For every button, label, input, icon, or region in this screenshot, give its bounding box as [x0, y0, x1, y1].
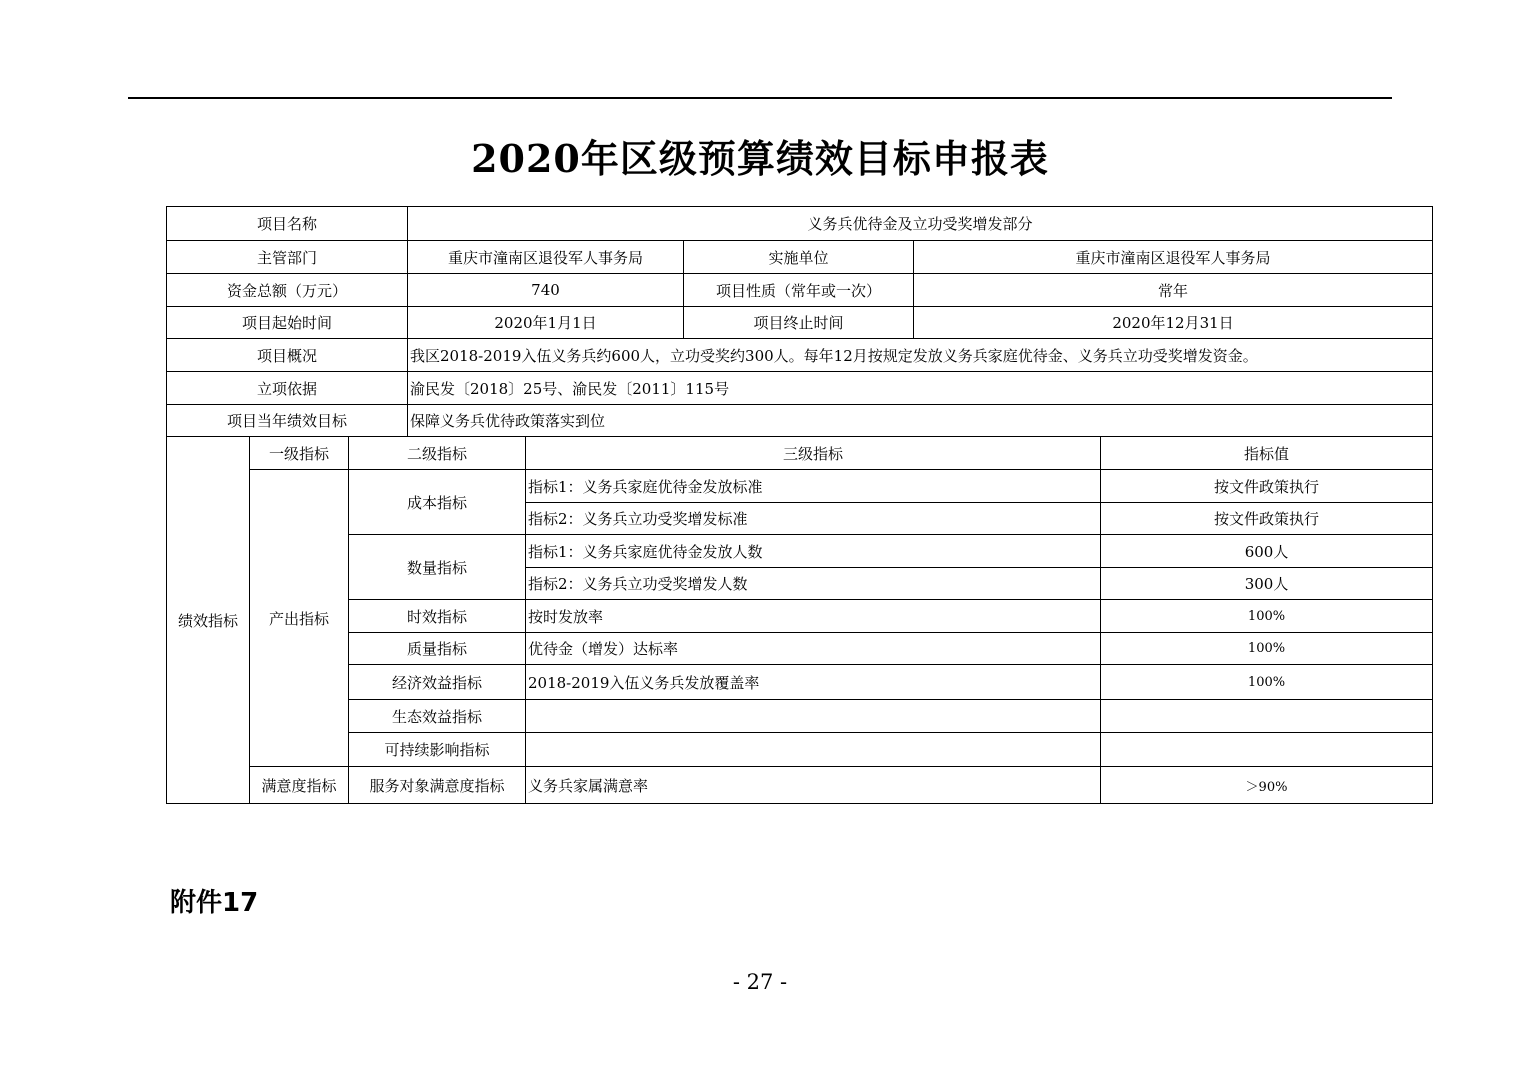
timeliness-indicator-label: 时效指标	[349, 600, 526, 633]
row-fund	[167, 274, 1433, 307]
indicator-row	[167, 733, 1433, 767]
fund-value: 740	[408, 274, 684, 307]
third-level-indicator: 按时发放率	[526, 600, 1101, 633]
fund-label: 资金总额（万元）	[167, 274, 408, 307]
goal-value: 保障义务兵优待政策落实到位	[408, 405, 1433, 437]
page-number: - 27 -	[732, 970, 788, 994]
quality-indicator-label: 质量指标	[349, 633, 526, 665]
impl-label: 实施单位	[684, 241, 914, 274]
project-name-value: 义务兵优待金及立功受奖增发部分	[408, 207, 1433, 241]
third-level-indicator: 指标2：义务兵立功受奖增发标准	[526, 503, 1101, 535]
output-indicator-label: 产出指标	[250, 470, 349, 767]
end-label: 项目终止时间	[684, 307, 914, 339]
third-level-indicator: 指标1：义务兵家庭优待金发放标准	[526, 470, 1101, 503]
attachment-label: 附件17	[170, 888, 259, 918]
nature-value: 常年	[914, 274, 1433, 307]
indicator-row	[167, 470, 1433, 503]
third-level-indicator: 指标2：义务兵立功受奖增发人数	[526, 568, 1101, 600]
sustainability-indicator-label: 可持续影响指标	[349, 733, 526, 767]
third-level-indicator	[526, 700, 1101, 733]
row-department	[167, 241, 1433, 274]
indicator-value: 按文件政策执行	[1101, 470, 1433, 503]
header-level-1: 一级指标	[250, 437, 349, 470]
header-value: 指标值	[1101, 437, 1433, 470]
performance-indicators-label: 绩效指标	[167, 437, 250, 804]
service-satisfaction-label: 服务对象满意度指标	[349, 767, 526, 804]
impl-value: 重庆市潼南区退役军人事务局	[914, 241, 1433, 274]
indicator-row	[167, 633, 1433, 665]
economic-indicator-label: 经济效益指标	[349, 665, 526, 700]
overview-value: 我区2018-2019入伍义务兵约600人，立功受奖约300人。每年12月按规定发放义务兵家庭优待金、义务兵立功受奖增发资金。	[408, 339, 1433, 372]
end-value: 2020年12月31日	[914, 307, 1433, 339]
indicator-value: 300人	[1101, 568, 1433, 600]
indicator-value: 600人	[1101, 535, 1433, 568]
basis-value: 渝民发〔2018〕25号、渝民发〔2011〕115号	[408, 372, 1433, 405]
indicator-header-row	[167, 437, 1433, 470]
indicator-value: 100%	[1101, 600, 1433, 633]
third-level-indicator: 优待金（增发）达标率	[526, 633, 1101, 665]
third-level-indicator	[526, 733, 1101, 767]
row-dates	[167, 307, 1433, 339]
third-level-indicator: 义务兵家属满意率	[526, 767, 1101, 804]
quantity-indicator-label: 数量指标	[349, 535, 526, 600]
indicator-value: ＞90%	[1101, 767, 1433, 804]
satisfaction-indicator-label: 满意度指标	[250, 767, 349, 804]
indicator-value: 按文件政策执行	[1101, 503, 1433, 535]
header-level-3: 三级指标	[526, 437, 1101, 470]
cost-indicator-label: 成本指标	[349, 470, 526, 535]
nature-label: 项目性质（常年或一次）	[684, 274, 914, 307]
third-level-indicator: 指标1：义务兵家庭优待金发放人数	[526, 535, 1101, 568]
row-basis	[167, 372, 1433, 405]
budget-form-table	[166, 206, 1433, 804]
row-project-name	[167, 207, 1433, 241]
goal-label: 项目当年绩效目标	[167, 405, 408, 437]
dept-label: 主管部门	[167, 241, 408, 274]
indicator-value: 100%	[1101, 665, 1433, 700]
indicator-value	[1101, 700, 1433, 733]
third-level-indicator: 2018-2019入伍义务兵发放覆盖率	[526, 665, 1101, 700]
indicator-row	[167, 600, 1433, 633]
dept-value: 重庆市潼南区退役军人事务局	[408, 241, 684, 274]
overview-label: 项目概况	[167, 339, 408, 372]
start-value: 2020年1月1日	[408, 307, 684, 339]
indicator-row	[167, 535, 1433, 568]
indicator-row	[167, 767, 1433, 804]
header-level-2: 二级指标	[349, 437, 526, 470]
indicator-value	[1101, 733, 1433, 767]
project-name-label: 项目名称	[167, 207, 408, 241]
indicator-row	[167, 700, 1433, 733]
row-goal	[167, 405, 1433, 437]
basis-label: 立项依据	[167, 372, 408, 405]
ecological-indicator-label: 生态效益指标	[349, 700, 526, 733]
top-rule	[128, 97, 1392, 99]
page-title: 2020年区级预算绩效目标申报表	[471, 136, 1049, 181]
indicator-value: 100%	[1101, 633, 1433, 665]
start-label: 项目起始时间	[167, 307, 408, 339]
indicator-row	[167, 665, 1433, 700]
row-overview	[167, 339, 1433, 372]
